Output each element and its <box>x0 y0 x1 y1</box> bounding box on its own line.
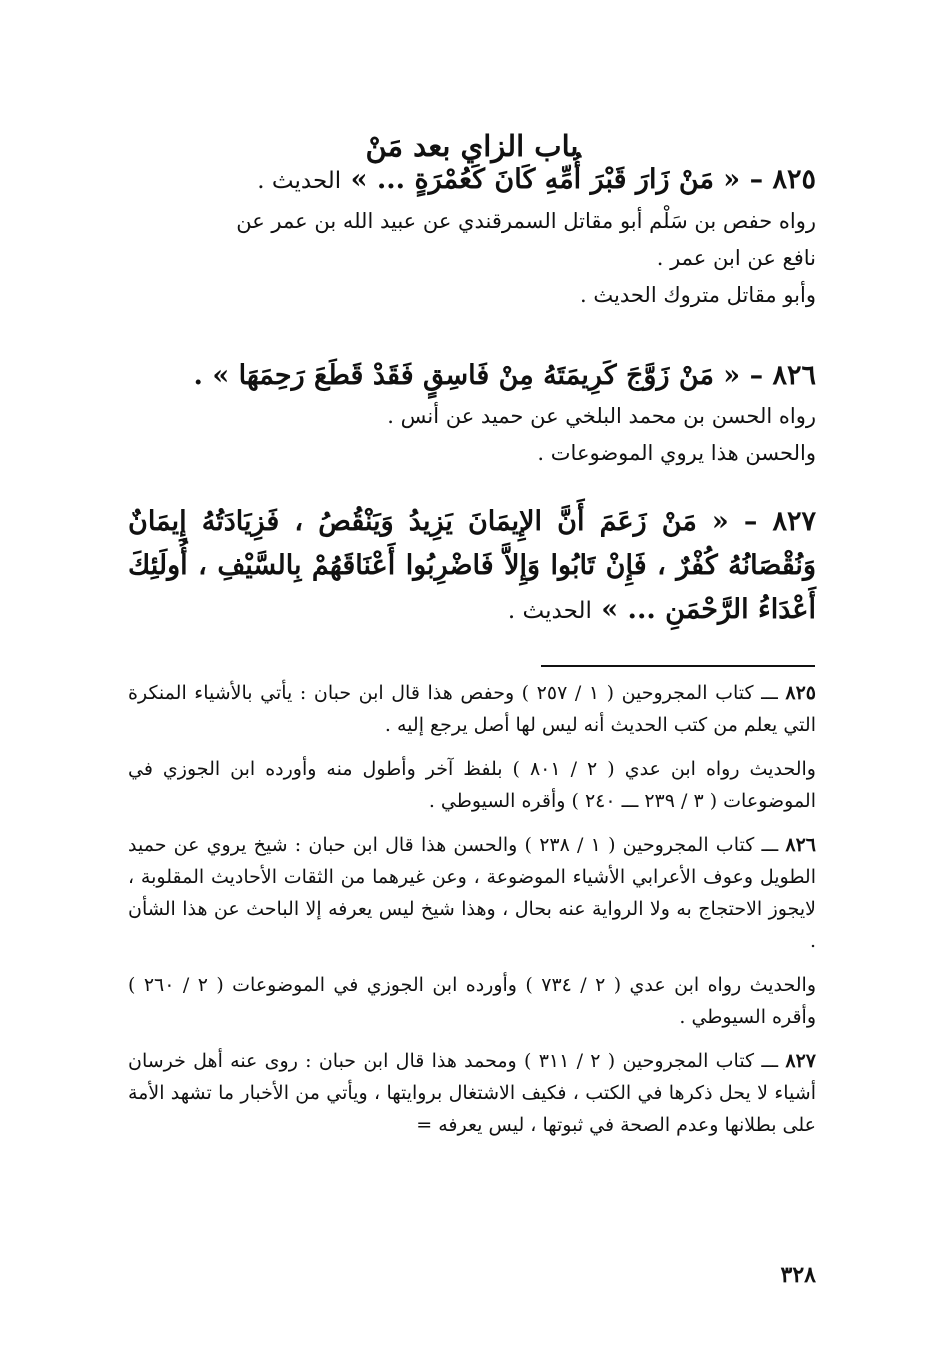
footnote-text: ـــ كتاب المجروحين ( ١ / ٢٥٧ ) وحفص هذا قال ابن حبان : يأتي بالأشياء المنكرة التي يعلم من كتب الحديث أنه ليس لها أصل يرجع إليه . <box>128 682 816 736</box>
entry-heading <box>128 354 816 398</box>
hadith-text: ٨٢٧ – « مَنْ زَعَمَ أَنَّ الإِيمَانَ يَزِيدُ وَيَنْقُصُ ، فَزِيَادَتُهُ إِيمَانٌ وَنُقْصَانُهُ كُفْرٌ ، فَإِنْ تَابُوا وَإِلاَّ فَاضْرِبُوا أَعْنَاقَهُمْ بِالسَّيْفِ ، أُولَئِكَ أَعْدَاءُ الرَّحْمَنِ ... » <box>128 506 816 625</box>
chapter-title: باب الزاي بعد مَنْ <box>365 129 579 164</box>
narration-line: نافع عن ابن عمر . <box>656 246 816 270</box>
narration-line: وأبو مقاتل متروك الحديث . <box>580 283 816 307</box>
narration-line: رواه حفص بن سَلْم أبو مقاتل السمرقندي عن عبيد الله بن عمر عن <box>236 209 816 233</box>
footnote-number: ٨٢٦ <box>785 834 817 856</box>
footnote-text: والحديث رواه ابن عدي ( ٢ / ٧٣٤ ) وأورده ابن الجوزي في الموضوعات ( ٢ / ٢٦٠ ) وأقره السيوطي . <box>128 974 817 1028</box>
footnote <box>128 753 816 817</box>
narration-line: والحسن هذا يروي الموضوعات . <box>537 441 816 465</box>
hadith-trail: الحديث . <box>507 598 592 624</box>
footnote-text: والحديث رواه ابن عدي ( ٢ / ٨٠١ ) بلفظ آخر وأطول منه وأورده ابن الجوزي في الموضوعات ( ٣ / ٢٣٩ ـــ ٢٤٠ ) وأقره السيوطي . <box>128 758 816 812</box>
hadith-trail: الحديث . <box>257 168 342 194</box>
footnote <box>128 969 816 1033</box>
hadith-text: ٨٢٥ – « مَنْ زَارَ قَبْرَ أُمِّهِ كَانَ كَعُمْرَةٍ ... » <box>350 164 816 195</box>
entry-heading <box>128 500 816 633</box>
footnote-number: ٨٢٧ <box>785 1050 816 1072</box>
entry-827 <box>128 500 816 633</box>
entry-826 <box>128 354 816 472</box>
hadith-text: ٨٢٦ – « مَنْ زَوَّجَ كَرِيمَتَهُ مِنْ فَاسِقٍ فَقَدْ قَطَعَ رَحِمَهَا » . <box>193 360 816 391</box>
footnote <box>128 829 816 957</box>
footnote-divider <box>541 665 815 667</box>
entry-heading <box>128 158 816 203</box>
footnotes <box>128 677 816 1153</box>
footnote <box>128 677 816 741</box>
page-number: ٣٢٨ <box>780 1262 816 1288</box>
footnote <box>128 1045 816 1141</box>
narration-line: رواه الحسن بن محمد البلخي عن حميد عن أنس . <box>387 404 816 428</box>
footnote-text: ـــ كتاب المجروحين ( ١ / ٢٣٨ ) والحسن هذا قال ابن حبان : شيخ يروي عن حميد الطويل وعوف الأعرابي الأشياء الموضوعة ، وعن غيرهما من الثقات الأحاديث المقلوبة ، لايجوز الاحتجاج به ولا الرواية عنه بحال ، وهذا شيخ ليس يعرفه إلا الباحث عن هذا الشأن . <box>128 834 816 952</box>
footnote-text: ـــ كتاب المجروحين ( ٢ / ٣١١ ) ومحمد هذا قال ابن حبان : روى عنه أهل خرسان أشياء لا يحل ذكرها في الكتب ، فكيف الاشتغال بروايتها ، ويأتي من الأخبار ما تشهد الأمة على بطلانها وعدم الصحة في ثبوتها ، ليس يعرفه = <box>128 1050 816 1136</box>
entry-825 <box>128 158 816 314</box>
footnote-number: ٨٢٥ <box>785 682 816 704</box>
